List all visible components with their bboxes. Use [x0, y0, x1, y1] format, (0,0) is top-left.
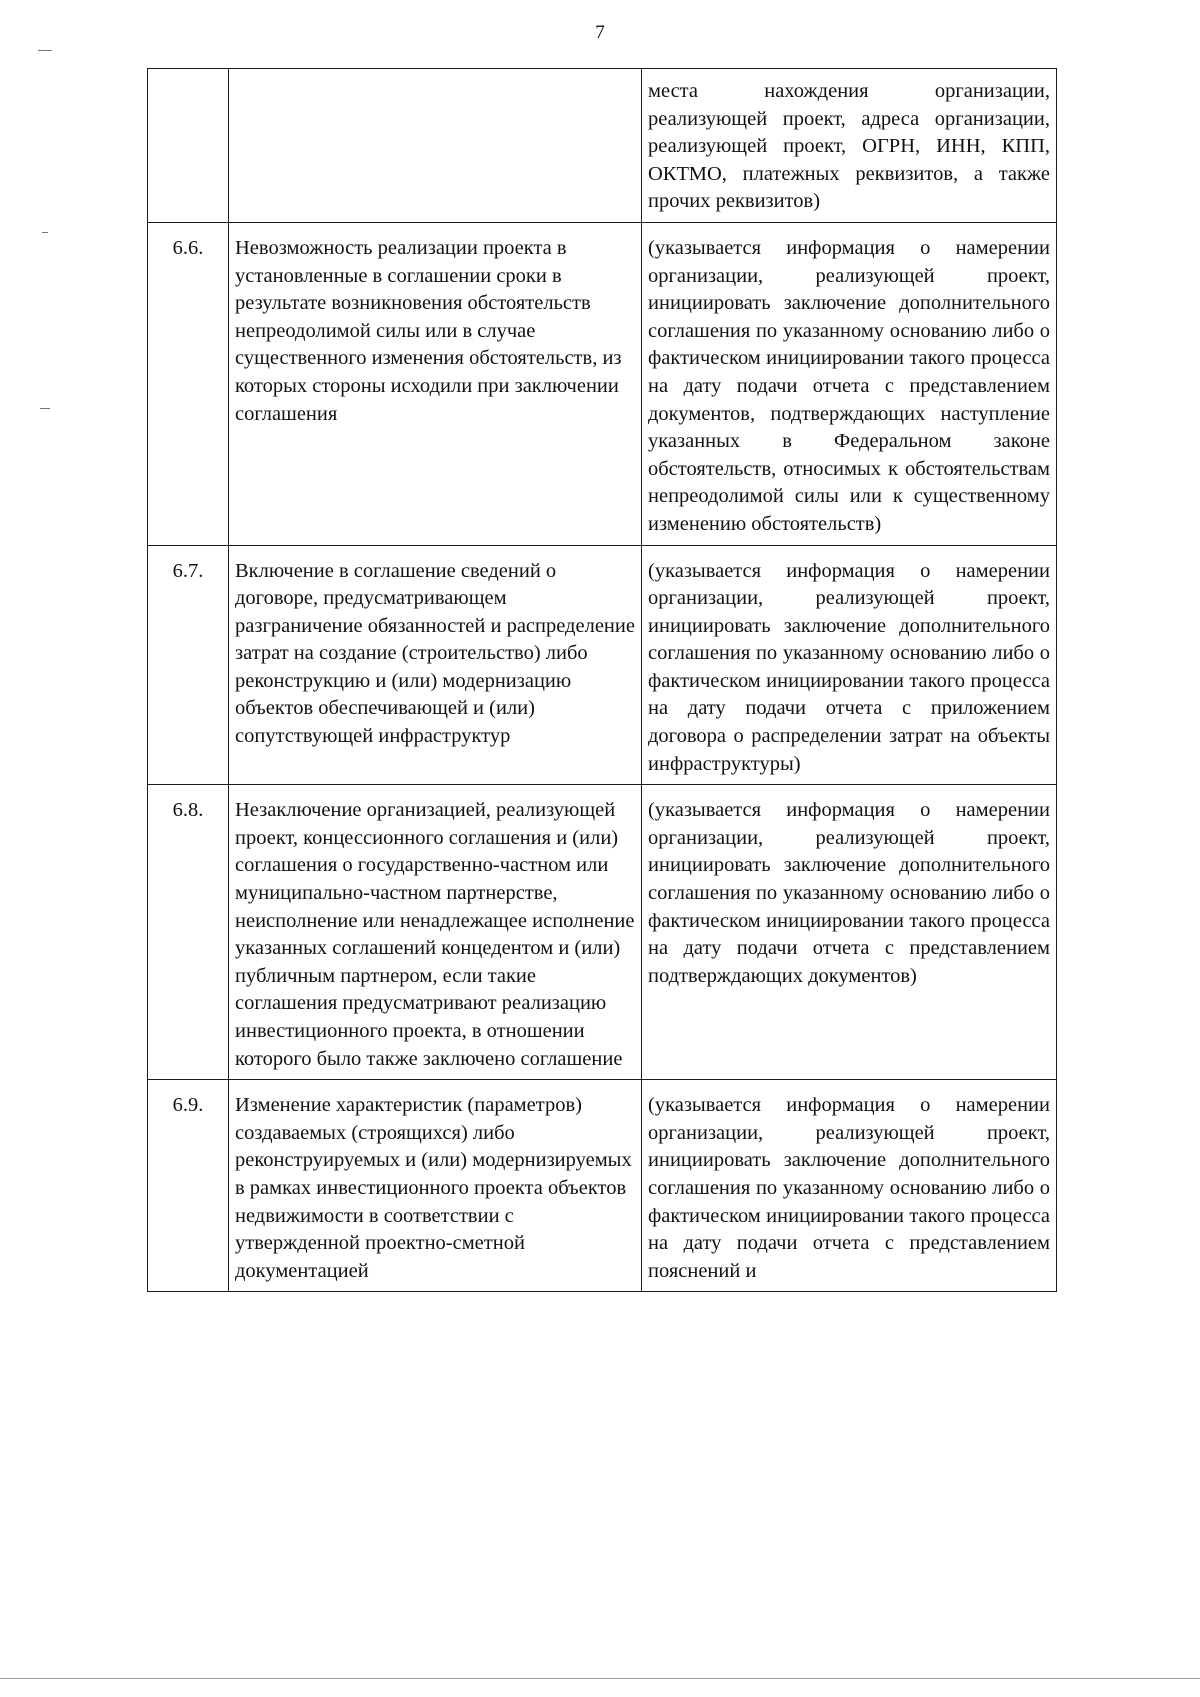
- row-title: Незаключение организацией, реализующей проект, концессионного соглашения и (или) соглашения о государственно-частном или муниципально-частном партнерстве, неисполнение или ненадлежащее исполнение указанных соглашений концедентом и (или) публичным партнером, если такие соглашения предусматривают реализацию инвестиционного проекта, в отношении которого было также заключено соглашение: [229, 785, 642, 1080]
- row-number: [148, 69, 229, 223]
- row-title: [229, 69, 642, 223]
- scan-bottom-edge: [0, 1678, 1200, 1679]
- page-number: 7: [595, 22, 605, 43]
- table-row: [148, 69, 1057, 223]
- table-row: [148, 1080, 1057, 1292]
- row-number: 6.8.: [148, 785, 229, 1080]
- row-title: Включение в соглашение сведений о договоре, предусматривающем разграничение обязанностей и распределение затрат на создание (строительство) либо реконструкцию и (или) модернизацию объектов обеспечивающей и (или) сопутствующей инфраструктур: [229, 545, 642, 785]
- row-info: места нахождения организации, реализующей проект, адреса организации, реализующей проект, ОГРН, ИНН, КПП, ОКТМО, платежных реквизитов, а также прочих реквизитов): [642, 69, 1057, 223]
- scan-artifact: [40, 408, 50, 409]
- row-info: (указывается информация о намерении организации, реализующей проект, инициировать заключение дополнительного соглашения по указанному основанию либо о фактическом инициировании такого процесса на дату подачи отчета с представлением пояснений и: [642, 1080, 1057, 1292]
- report-table: [147, 68, 1057, 1292]
- row-title: Невозможность реализации проекта в установленные в соглашении сроки в результате возникновения обстоятельств непреодолимой силы или в случае существенного изменения обстоятельств, из которых стороны исходили при заключении соглашения: [229, 222, 642, 545]
- row-number: 6.7.: [148, 545, 229, 785]
- row-title: Изменение характеристик (параметров) создаваемых (строящихся) либо реконструируемых и (или) модернизируемых в рамках инвестиционного проекта объектов недвижимости в соответствии с утвержденной проектно-сметной документацией: [229, 1080, 642, 1292]
- table-row: [148, 222, 1057, 545]
- scan-artifact: [38, 50, 52, 51]
- table-row: [148, 785, 1057, 1080]
- row-number: 6.9.: [148, 1080, 229, 1292]
- scan-artifact: [42, 232, 48, 233]
- row-info: (указывается информация о намерении организации, реализующей проект, инициировать заключение дополнительного соглашения по указанному основанию либо о фактическом инициировании такого процесса на дату подачи отчета с представлением документов, подтверждающих наступление указанных в Федеральном законе обстоятельств, относимых к обстоятельствам непреодолимой силы или к существенному изменению обстоятельств): [642, 222, 1057, 545]
- row-number: 6.6.: [148, 222, 229, 545]
- table-row: [148, 545, 1057, 785]
- row-info: (указывается информация о намерении организации, реализующей проект, инициировать заключение дополнительного соглашения по указанному основанию либо о фактическом инициировании такого процесса на дату подачи отчета с представлением подтверждающих документов): [642, 785, 1057, 1080]
- row-info: (указывается информация о намерении организации, реализующей проект, инициировать заключение дополнительного соглашения по указанному основанию либо о фактическом инициировании такого процесса на дату подачи отчета с приложением договора о распределении затрат на объекты инфраструктуры): [642, 545, 1057, 785]
